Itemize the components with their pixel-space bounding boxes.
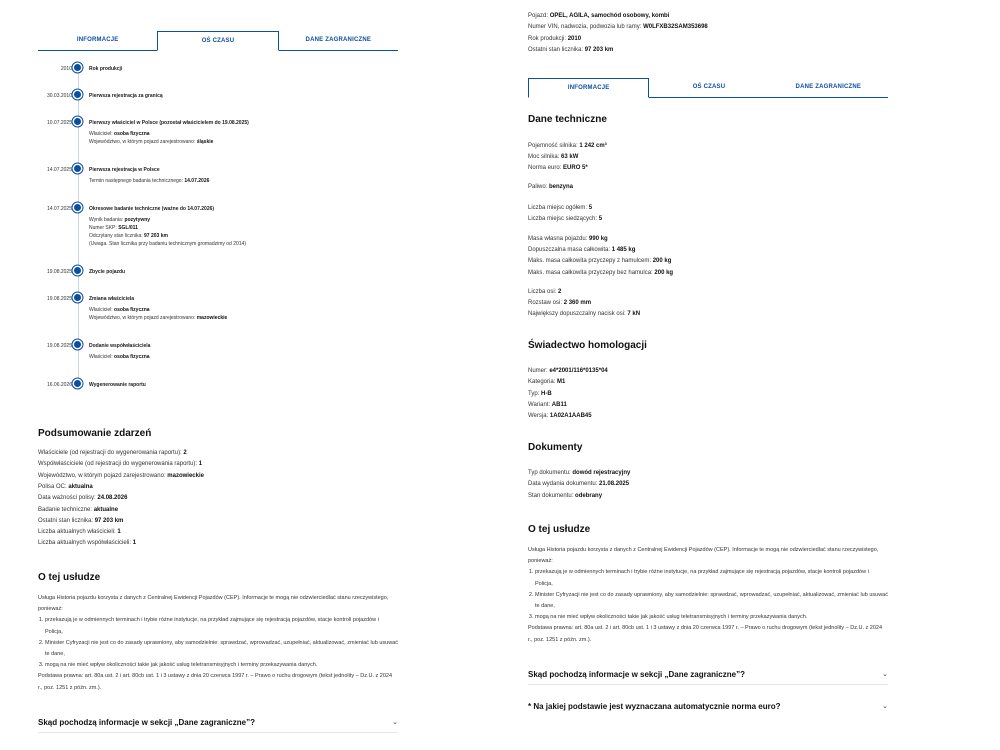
about-text-right xyxy=(528,545,888,646)
row-label: Największy dopuszczalny nacisk osi: xyxy=(528,311,626,318)
row-label: Typ: xyxy=(528,390,540,397)
detail-label: Termin następnego badania technicznego: xyxy=(89,178,183,184)
event-date: 19.08.2025 xyxy=(46,343,72,349)
row-label: Liczba aktualnych współwłaścicieli: xyxy=(38,540,132,547)
detail-label: Właściciel: xyxy=(89,131,113,137)
detail-label: (Uwaga. Stan licznika przy badaniu technicznym gromadzimy od 2014) xyxy=(89,241,247,247)
data-row xyxy=(528,413,592,419)
tab-bar-left xyxy=(38,31,398,51)
row-label: Współwłaściciele (od rejestracji do wygenerowania raportu): xyxy=(38,461,198,468)
event-detail xyxy=(89,315,227,321)
data-row xyxy=(38,484,93,490)
data-row xyxy=(528,300,591,306)
about-item: 2. Minister Cyfryzacji nie jest co do zasady uprawniony, aby samodzielnie: sprawdzać, wprowadzać, uzupełniać, aktualizować, zmieniać lub usuwać te dane, xyxy=(535,590,888,612)
faq-dane-zagraniczne[interactable] xyxy=(528,664,888,685)
chevron-down-icon: ⌄ xyxy=(392,719,398,726)
about-heading-right: O tej usłudze xyxy=(528,524,591,535)
row-label: Dopuszczalna masa całkowita: xyxy=(528,247,611,254)
documents-heading: Dokumenty xyxy=(528,442,583,453)
data-row xyxy=(528,165,588,171)
row-label: Liczba miejsc siedzących: xyxy=(528,216,598,223)
row-label: Data wydania dokumentu: xyxy=(528,481,598,488)
data-row xyxy=(528,289,561,295)
detail-label: Wynik badania: xyxy=(89,217,124,223)
row-label: Właściciele (od rejestracji do wygenerowania raportu): xyxy=(38,450,182,456)
event-detail xyxy=(89,354,150,360)
row-value: 24.08.2026 xyxy=(97,495,128,502)
faq-dane-zagraniczne-left[interactable] xyxy=(38,712,398,733)
row-label: Liczba aktualnych właścicieli: xyxy=(38,529,116,536)
about-heading-left: O tej usłudze xyxy=(38,572,101,583)
row-value: 990 kg xyxy=(589,236,608,242)
event-title: Okresowe badanie techniczne (ważne do 14.07.2026) xyxy=(89,206,215,212)
row-label: Rozstaw osi: xyxy=(528,300,563,307)
data-row xyxy=(528,368,608,374)
row-label: Województwo, w którym pojazd zarejestrowano: xyxy=(38,472,166,479)
about-list xyxy=(528,567,888,623)
tech-heading: Dane techniczne xyxy=(528,114,607,125)
tab-os-czasu[interactable]: OŚ CZASU xyxy=(692,84,726,90)
row-value: 2 xyxy=(558,289,562,295)
row-label: Kategoria: xyxy=(528,379,556,386)
event-detail xyxy=(89,225,138,231)
event-title: Pierwsza rejestracja za granicą xyxy=(89,93,163,99)
about-text-left xyxy=(38,593,398,694)
detail-value: pozytywny xyxy=(124,217,151,223)
detail-label: Właściciel: xyxy=(89,307,113,313)
row-value: 1 xyxy=(132,540,137,547)
event-detail xyxy=(89,217,150,223)
data-row xyxy=(528,236,608,242)
row-value: 200 kg xyxy=(654,269,674,276)
data-row xyxy=(528,205,592,211)
event-title: Zbycie pojazdu xyxy=(89,269,126,275)
row-value: benzyna xyxy=(549,184,574,190)
row-value: 2 xyxy=(183,450,187,456)
row-label: Liczba osi: xyxy=(528,289,557,295)
data-row xyxy=(528,311,640,317)
event-title: Dodanie współwłaściciela xyxy=(89,343,151,349)
data-row xyxy=(528,247,635,253)
chevron-down-icon: ⌄ xyxy=(882,671,888,678)
data-row xyxy=(528,154,578,160)
event-date: 30.03.2010 xyxy=(46,93,72,99)
row-value: EURO 5* xyxy=(563,165,588,172)
row-label: Maks. masa całkowita przyczepy bez hamulca: xyxy=(528,269,653,276)
event-date: 16.06.2026 xyxy=(46,382,72,388)
tab-informacje[interactable]: INFORMACJE xyxy=(528,78,649,98)
about-legal: Podstawa prawna: art. 80a ust. 2 i art. 80cb ust. 1 i 3 ustawy z dnia 20 czerwca 1997 r. – Prawo o ruchu drogowym (tekst jednolity – Dz.U. z 2024 r., poz. 1251 z późn. zm.). xyxy=(528,625,883,643)
data-row xyxy=(528,402,567,408)
event-detail xyxy=(89,233,168,239)
about-item: 2. Minister Cyfryzacji nie jest co do zasady uprawniony, aby samodzielnie: sprawdzać, wprowadzać, uzupełniać, aktualizować, zmieniać lub usuwać te dane, xyxy=(45,638,398,660)
row-value: H-B xyxy=(541,390,552,397)
detail-value: 97 203 km xyxy=(144,233,168,239)
detail-value: 14.07.2026 xyxy=(184,178,210,184)
detail-value: osoba fizyczna xyxy=(114,354,150,360)
row-value: dowód rejestracyjny xyxy=(572,470,631,476)
row-label: Maks. masa całkowita przyczepy z hamulcem: xyxy=(528,258,652,265)
about-intro: Usługa Historia pojazdu korzysta z danych z Centralnej Ewidencji Pojazdów (CEP). Informacje te mogą nie odzwierciedlać stanu rzeczywistego, ponieważ: xyxy=(38,595,389,613)
row-value: 5 xyxy=(588,205,593,211)
row-value: 21.08.2025 xyxy=(599,481,630,488)
detail-value: śląskie xyxy=(196,139,214,145)
event-title: Rok produkcji xyxy=(89,66,123,72)
odometer-row: Ostatni stan licznika: 97 203 km xyxy=(528,47,614,53)
faq-question: Skąd pochodzą informacje w sekcji „Dane zagraniczne”? xyxy=(38,717,255,727)
data-row xyxy=(38,507,118,513)
row-label: Ostatni stan licznika: xyxy=(38,517,94,524)
row-value: 1 xyxy=(117,529,121,536)
row-label: Data ważności polisy: xyxy=(38,495,96,502)
data-row xyxy=(38,529,121,535)
detail-value: SGL/011 xyxy=(118,225,138,231)
tab-os-czasu[interactable]: OŚ CZASU xyxy=(157,31,278,51)
row-value: AB11 xyxy=(551,401,567,408)
timeline-dot-icon xyxy=(74,165,81,172)
event-detail xyxy=(89,178,209,184)
row-value: 1 242 cm³ xyxy=(579,143,607,149)
row-value: odebrany xyxy=(575,492,603,499)
about-list xyxy=(38,615,398,671)
row-label: Liczba miejsc ogółem: xyxy=(528,205,588,211)
row-value: M1 xyxy=(557,379,566,386)
row-value: 2 360 mm xyxy=(563,300,592,307)
event-detail xyxy=(89,307,150,313)
homologation-heading: Świadectwo homologacji xyxy=(528,340,647,351)
vin-row: Numer VIN, nadwozia, podwozia lub ramy: W0LFXB32SAM353698 xyxy=(528,24,708,30)
event-title: Zmiana właściciela xyxy=(89,296,135,302)
timeline-dot-icon xyxy=(74,64,81,71)
detail-label: Województwo, w którym pojazd zarejestrowano: xyxy=(89,315,196,321)
event-title: Pierwszy właściciel w Polsce (pozostał właścicielem do 19.08.2025) xyxy=(89,120,249,126)
row-value: 7 kN xyxy=(627,311,641,318)
timeline-dot-icon xyxy=(74,267,81,274)
about-item: 3. mogą na nie mieć wpływ okoliczności takie jak jakość usług teletransmisyjnych i terminy przekazywania danych. xyxy=(45,660,398,671)
row-label: Norma euro: xyxy=(528,165,562,172)
row-label: Masa własna pojazdu: xyxy=(528,236,588,242)
row-value: e4*2001/116*0135*04 xyxy=(549,368,608,374)
row-label: Badanie techniczne: xyxy=(38,506,93,513)
row-label: Typ dokumentu: xyxy=(528,470,571,476)
row-label: Numer: xyxy=(528,368,548,374)
data-row xyxy=(38,540,136,546)
event-date: 14.07.2025 xyxy=(46,206,72,212)
row-value: 97 203 km xyxy=(94,517,124,524)
detail-value: osoba fizyczna xyxy=(114,131,150,137)
data-row xyxy=(38,461,202,467)
vehicle-row: Pojazd: OPEL, AGILA, samochód osobowy, kombi xyxy=(528,13,670,19)
detail-value: mazowieckie xyxy=(196,315,228,321)
event-date: 10.07.2025 xyxy=(46,120,72,126)
data-row xyxy=(528,258,671,264)
detail-label: Odczytany stan licznika: xyxy=(89,233,143,239)
event-date: 2010 xyxy=(60,66,72,72)
row-label: Wersja: xyxy=(528,413,549,420)
data-row xyxy=(528,270,673,276)
data-row xyxy=(528,470,630,476)
about-item: 3. mogą na nie mieć wpływ okoliczności takie jak jakość usług teletransmisyjnych i terminy przekazywania danych. xyxy=(535,612,888,623)
data-row xyxy=(38,495,127,501)
data-row xyxy=(38,473,204,479)
event-date: 19.08.2025 xyxy=(46,269,72,275)
timeline-dot-icon xyxy=(74,91,81,98)
event-detail xyxy=(89,241,246,247)
event-date: 14.07.2025 xyxy=(46,167,72,173)
row-label: Polisa OC: xyxy=(38,483,67,490)
row-value: 5 xyxy=(598,216,603,223)
data-row xyxy=(528,143,607,149)
row-label: Wariant: xyxy=(528,401,551,408)
row-label: Paliwo: xyxy=(528,184,548,190)
timeline-dot-icon xyxy=(74,204,81,211)
row-label: Pojemność silnika: xyxy=(528,143,578,149)
tab-informacje[interactable]: INFORMACJE xyxy=(76,37,119,43)
detail-label: Województwo, w którym pojazd zarejestrowano: xyxy=(89,139,196,145)
year-row: Rok produkcji: 2010 xyxy=(528,36,582,42)
event-date: 19.08.2025 xyxy=(46,296,72,302)
tab-bar-right xyxy=(528,78,888,98)
about-legal: Podstawa prawna: art. 80a ust. 2 i art. 80cb ust. 1 i 3 ustawy z dnia 20 czerwca 1997 r. – Prawo o ruchu drogowym (tekst jednolity – Dz.U. z 2024 r., poz. 1251 z późn. zm.). xyxy=(38,673,393,691)
timeline-dot-icon xyxy=(74,380,81,387)
data-row xyxy=(38,518,123,524)
event-title: Pierwsza rejestracja w Polsce xyxy=(89,167,160,173)
event-title: Wygenerowanie raportu xyxy=(89,382,146,388)
data-row xyxy=(528,184,573,190)
summary-heading: Podsumowanie zdarzeń xyxy=(38,428,152,439)
about-item: 1. przekazują je w odmiennych terminach i trybie różne instytucje, na przykład zajmujące się rejestracją pojazdów, stacje kontroli pojazdów i Policja, xyxy=(535,567,888,589)
row-value: 63 kW xyxy=(561,154,579,161)
faq-norma-euro[interactable] xyxy=(528,696,888,716)
detail-label: Właściciel: xyxy=(89,354,113,360)
row-value: 1 xyxy=(198,461,203,468)
row-value: aktualna xyxy=(68,483,93,490)
faq-question: * Na jakiej podstawie jest wyznaczana automatycznie norma euro? xyxy=(528,701,781,711)
timeline-dot-icon xyxy=(74,294,81,301)
data-row xyxy=(528,216,602,222)
data-row xyxy=(528,481,629,487)
row-value: 200 kg xyxy=(652,258,672,265)
timeline-dot-icon xyxy=(74,118,81,125)
detail-value: osoba fizyczna xyxy=(114,307,150,313)
row-value: 1A02A1AAB45 xyxy=(549,413,592,420)
detail-label: Numer SKP: xyxy=(89,225,117,231)
event-detail xyxy=(89,131,150,137)
row-value: mazowieckie xyxy=(167,472,204,479)
data-row xyxy=(528,493,602,499)
about-intro: Usługa Historia pojazdu korzysta z danych z Centralnej Ewidencji Pojazdów (CEP). Informacje te mogą nie odzwierciedlać stanu rzeczywistego, ponieważ: xyxy=(528,547,879,565)
data-row xyxy=(528,391,552,397)
row-label: Moc silnika: xyxy=(528,154,560,161)
tab-dane-zagraniczne[interactable]: DANE ZAGRANICZNE xyxy=(305,37,372,43)
chevron-down-icon: ⌄ xyxy=(882,703,888,710)
row-value: 1 485 kg xyxy=(611,247,636,254)
faq-question: Skąd pochodzą informacje w sekcji „Dane zagraniczne”? xyxy=(528,669,745,679)
event-detail xyxy=(89,139,213,145)
data-row xyxy=(38,450,187,456)
tab-dane-zagraniczne[interactable]: DANE ZAGRANICZNE xyxy=(795,84,862,90)
timeline-dot-icon xyxy=(74,341,81,348)
row-value: aktualne xyxy=(93,506,119,513)
data-row xyxy=(528,379,565,385)
about-item: 1. przekazują je w odmiennych terminach i trybie różne instytucje, na przykład zajmujące się rejestracją pojazdów, stacje kontroli pojazdów i Policja, xyxy=(45,615,398,637)
row-label: Stan dokumentu: xyxy=(528,492,574,499)
